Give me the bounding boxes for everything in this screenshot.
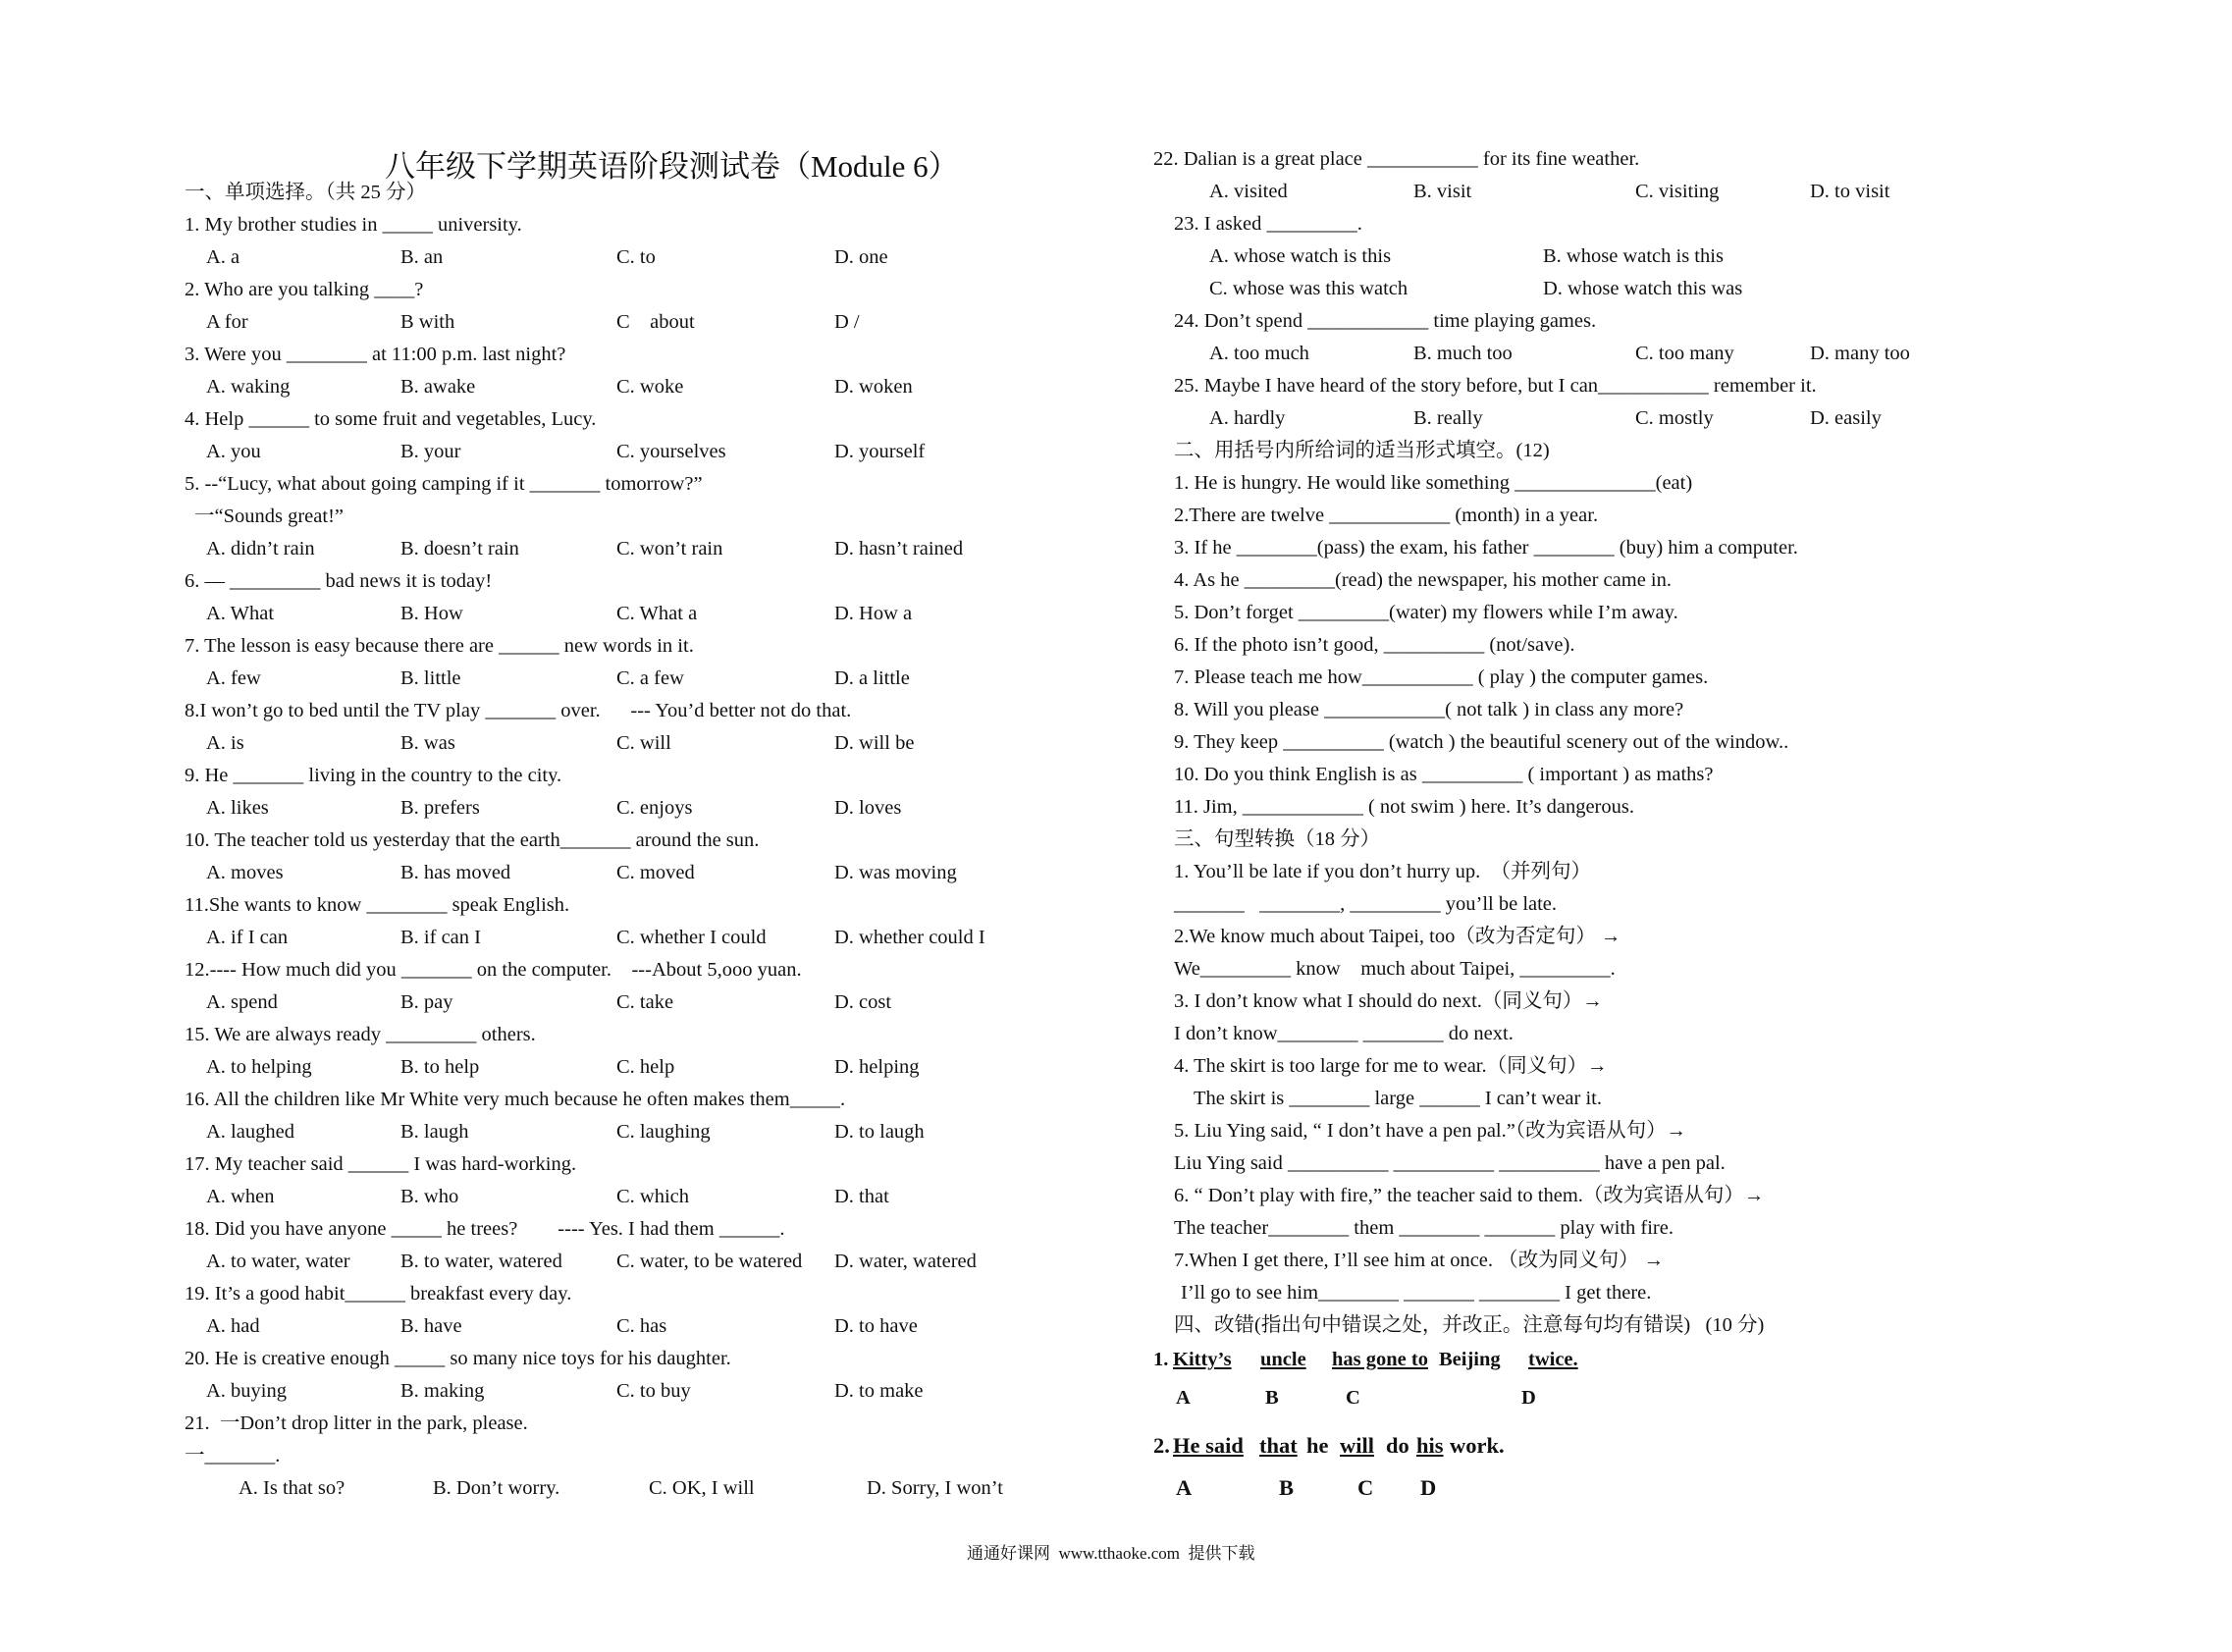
q1-word-a: Kitty’s bbox=[1173, 1349, 1232, 1370]
answer-option: C. has bbox=[616, 1315, 667, 1337]
text-line: 19. It’s a good habit______ breakfast every day. bbox=[185, 1283, 572, 1305]
answer-option: D. Sorry, I won’t bbox=[867, 1477, 1003, 1499]
q1-letter-a: A bbox=[1176, 1387, 1191, 1409]
answer-option: C. take bbox=[616, 991, 674, 1013]
q2-word-plain-3: work. bbox=[1450, 1433, 1505, 1458]
q2-word-c: will bbox=[1340, 1433, 1375, 1458]
answer-option: B. doesn’t rain bbox=[400, 538, 519, 560]
text-line: 3. Were you ________ at 11:00 p.m. last night? bbox=[185, 344, 566, 365]
answer-option: C. woke bbox=[616, 376, 684, 398]
answer-option: D / bbox=[834, 311, 860, 333]
q2-letter-b: B bbox=[1279, 1475, 1295, 1500]
answer-option: D. whether could I bbox=[834, 927, 985, 948]
answer-option: A. you bbox=[206, 441, 261, 462]
text-line: 21. 一Don’t drop litter in the park, please. bbox=[185, 1412, 528, 1434]
answer-option: B. much too bbox=[1413, 343, 1513, 364]
text-line: 一“Sounds great!” bbox=[194, 506, 344, 527]
text-line: 2. Who are you talking ____? bbox=[185, 279, 424, 300]
q2-number: 2. bbox=[1153, 1433, 1170, 1458]
q1-letter-b: B bbox=[1265, 1387, 1279, 1409]
answer-option: D. to have bbox=[834, 1315, 918, 1337]
answer-option: C. to bbox=[616, 246, 656, 268]
answer-option: C. visiting bbox=[1635, 181, 1720, 202]
text-line: 二、用括号内所给词的适当形式填空。(12) bbox=[1174, 440, 1550, 461]
answer-option: B. your bbox=[400, 441, 461, 462]
answer-option: D. loves bbox=[834, 797, 902, 819]
answer-option: A. laughed bbox=[206, 1121, 294, 1143]
answer-option: B. an bbox=[400, 246, 444, 268]
answer-option: A. had bbox=[206, 1315, 260, 1337]
answer-option: B. who bbox=[400, 1186, 459, 1207]
answer-option: A. What bbox=[206, 603, 275, 624]
answer-option: D. will be bbox=[834, 732, 915, 754]
q2-word-b: that bbox=[1259, 1433, 1298, 1458]
text-line: 8. Will you please ____________( not talk ) in class any more? bbox=[1174, 699, 1684, 720]
text-line: 3. If he ________(pass) the exam, his father ________ (buy) him a computer. bbox=[1174, 537, 1798, 559]
text-line: 16. All the children like Mr White very much because he often makes them_____. bbox=[185, 1089, 846, 1110]
answer-option: B. to help bbox=[400, 1056, 480, 1078]
answer-option: D. was moving bbox=[834, 862, 957, 883]
answer-option: C. too many bbox=[1635, 343, 1734, 364]
text-line: 5. Don’t forget _________(water) my flowers while I’m away. bbox=[1174, 602, 1678, 623]
text-line: 5. Liu Ying said, “ I don’t have a pen pal.”（改为宾语从句）→ bbox=[1174, 1120, 1687, 1142]
answer-option: A. visited bbox=[1209, 181, 1288, 202]
text-line: 6. If the photo isn’t good, __________ (not/save). bbox=[1174, 634, 1575, 656]
text-line: Liu Ying said __________ __________ __________ have a pen pal. bbox=[1174, 1152, 1726, 1174]
answer-option: C. enjoys bbox=[616, 797, 693, 819]
text-line: 25. Maybe I have heard of the story before, but I can___________ remember it. bbox=[1174, 375, 1817, 397]
answer-option: C. What a bbox=[616, 603, 698, 624]
text-line: 7. Please teach me how___________ ( play ) the computer games. bbox=[1174, 666, 1709, 688]
answer-option: A. Is that so? bbox=[239, 1477, 345, 1499]
answer-option: B. little bbox=[400, 667, 461, 689]
text-line: 4. As he _________(read) the newspaper, his mother came in. bbox=[1174, 569, 1672, 591]
answer-option: D. many too bbox=[1810, 343, 1910, 364]
answer-option: D. woken bbox=[834, 376, 913, 398]
q1-word-plain: Beijing bbox=[1439, 1349, 1501, 1370]
answer-option: A. moves bbox=[206, 862, 284, 883]
answer-option: C. will bbox=[616, 732, 671, 754]
q2-word-plain-1: he bbox=[1306, 1433, 1329, 1458]
answer-option: C. to buy bbox=[616, 1380, 691, 1402]
answer-option: A. too much bbox=[1209, 343, 1309, 364]
q1-word-c: has gone to bbox=[1332, 1349, 1428, 1370]
answer-option: B. really bbox=[1413, 407, 1483, 429]
answer-option: D. a little bbox=[834, 667, 910, 689]
text-line: 9. He _______ living in the country to the city. bbox=[185, 765, 562, 786]
text-line: 3. I don’t know what I should do next.（同义句）→ bbox=[1174, 990, 1603, 1012]
text-line: 6. “ Don’t play with fire,” the teacher said to them.（改为宾语从句）→ bbox=[1174, 1185, 1765, 1206]
answer-option: D. yourself bbox=[834, 441, 926, 462]
text-line: 22. Dalian is a great place ___________ for its fine weather. bbox=[1153, 148, 1640, 170]
text-line: 6. — _________ bad news it is today! bbox=[185, 570, 493, 592]
text-line: 四、改错(指出句中错误之处，并改正。注意每句均有错误) (10 分) bbox=[1174, 1314, 1765, 1336]
answer-option: C about bbox=[616, 311, 695, 333]
answer-option: A. buying bbox=[206, 1380, 287, 1402]
answer-option: A. waking bbox=[206, 376, 291, 398]
answer-option: B. laugh bbox=[400, 1121, 469, 1143]
answer-option: B. whose watch is this bbox=[1543, 245, 1724, 267]
answer-option: D. How a bbox=[834, 603, 913, 624]
text-line: 4. Help ______ to some fruit and vegetables, Lucy. bbox=[185, 408, 597, 430]
answer-option: C. mostly bbox=[1635, 407, 1714, 429]
answer-option: B. prefers bbox=[400, 797, 480, 819]
q2-letter-a: A bbox=[1176, 1475, 1193, 1500]
answer-option: D. to make bbox=[834, 1380, 924, 1402]
answer-option: B with bbox=[400, 311, 455, 333]
answer-option: C. whether I could bbox=[616, 927, 767, 948]
page-title: 八年级下学期英语阶段测试卷（Module 6） bbox=[385, 149, 959, 184]
q1-letter-c: C bbox=[1346, 1387, 1360, 1409]
text-line: The skirt is ________ large ______ I can’t wear it. bbox=[1194, 1088, 1602, 1109]
answer-option: B. awake bbox=[400, 376, 476, 398]
answer-option: B. How bbox=[400, 603, 463, 624]
answer-option: D. whose watch this was bbox=[1543, 278, 1743, 299]
text-line: 7. The lesson is easy because there are ______ new words in it. bbox=[185, 635, 694, 657]
answer-option: C. laughing bbox=[616, 1121, 711, 1143]
text-line: 1. My brother studies in _____ university. bbox=[185, 214, 522, 236]
q2-word-d: his bbox=[1416, 1433, 1444, 1458]
answer-option: C. a few bbox=[616, 667, 684, 689]
answer-option: A. is bbox=[206, 732, 244, 754]
q2-word-a: He said bbox=[1173, 1433, 1244, 1458]
answer-option: D. to laugh bbox=[834, 1121, 925, 1143]
text-line: 17. My teacher said ______ I was hard-working. bbox=[185, 1153, 577, 1175]
q2-letter-d: D bbox=[1420, 1475, 1437, 1500]
answer-option: A. few bbox=[206, 667, 261, 689]
answer-option: B. pay bbox=[400, 991, 453, 1013]
text-line: 5. --“Lucy, what about going camping if it _______ tomorrow?” bbox=[185, 473, 703, 495]
text-line: 2.We know much about Taipei, too（改为否定句） → bbox=[1174, 926, 1621, 947]
answer-option: C. help bbox=[616, 1056, 675, 1078]
text-line: 一_______. bbox=[185, 1445, 281, 1466]
q1-word-d: twice. bbox=[1528, 1349, 1578, 1370]
answer-option: B. Don’t worry. bbox=[433, 1477, 560, 1499]
text-line: 10. The teacher told us yesterday that the earth_______ around the sun. bbox=[185, 829, 760, 851]
answer-option: C. yourselves bbox=[616, 441, 726, 462]
answer-option: D. cost bbox=[834, 991, 892, 1013]
answer-option: D. that bbox=[834, 1186, 889, 1207]
answer-option: B. was bbox=[400, 732, 455, 754]
answer-option: B. if can I bbox=[400, 927, 481, 948]
text-line: 20. He is creative enough _____ so many nice toys for his daughter. bbox=[185, 1348, 731, 1369]
text-line: _______ ________, _________ you’ll be late. bbox=[1174, 893, 1558, 915]
answer-option: A. likes bbox=[206, 797, 269, 819]
answer-option: D. hasn’t rained bbox=[834, 538, 964, 560]
text-line: We_________ know much about Taipei, _________. bbox=[1174, 958, 1616, 980]
answer-option: D. to visit bbox=[1810, 181, 1890, 202]
answer-option: C. whose was this watch bbox=[1209, 278, 1408, 299]
text-line: I’ll go to see him________ _______ ________ I get there. bbox=[1181, 1282, 1652, 1304]
text-line: 一、单项选择。（共 25 分） bbox=[185, 182, 426, 203]
answer-option: C. OK, I will bbox=[649, 1477, 755, 1499]
answer-option: D. water, watered bbox=[834, 1251, 977, 1272]
answer-option: B. visit bbox=[1413, 181, 1472, 202]
page-footer: 通通好课网 www.tthaoke.com 提供下载 bbox=[967, 1544, 1255, 1563]
text-line: 2.There are twelve ____________ (month) in a year. bbox=[1174, 505, 1599, 526]
q2-letter-c: C bbox=[1357, 1475, 1374, 1500]
answer-option: C. moved bbox=[616, 862, 695, 883]
answer-option: A. to helping bbox=[206, 1056, 312, 1078]
text-line: 三、句型转换（18 分） bbox=[1174, 828, 1381, 850]
q1-number: 1. bbox=[1153, 1349, 1169, 1370]
answer-option: A. if I can bbox=[206, 927, 289, 948]
q1-letter-d: D bbox=[1521, 1387, 1536, 1409]
answer-option: C. won’t rain bbox=[616, 538, 723, 560]
answer-option: A. a bbox=[206, 246, 240, 268]
text-line: 8.I won’t go to bed until the TV play _______ over. --- You’d better not do that. bbox=[185, 700, 852, 721]
text-line: 15. We are always ready _________ others. bbox=[185, 1024, 536, 1045]
text-line: 18. Did you have anyone _____ he trees? ---- Yes. I had them ______. bbox=[185, 1218, 785, 1240]
answer-option: B. to water, watered bbox=[400, 1251, 562, 1272]
answer-option: A. whose watch is this bbox=[1209, 245, 1392, 267]
q2-word-plain-2: do bbox=[1386, 1433, 1409, 1458]
answer-option: B. making bbox=[400, 1380, 485, 1402]
text-line: 10. Do you think English is as __________ ( important ) as maths? bbox=[1174, 764, 1714, 785]
text-line: 12.---- How much did you _______ on the computer. ---About 5,ooo yuan. bbox=[185, 959, 802, 981]
answer-option: A. when bbox=[206, 1186, 275, 1207]
text-line: 23. I asked _________. bbox=[1174, 213, 1362, 235]
answer-option: A. spend bbox=[206, 991, 278, 1013]
answer-option: C. which bbox=[616, 1186, 690, 1207]
text-line: 11. Jim, ____________ ( not swim ) here. It’s dangerous. bbox=[1174, 796, 1634, 818]
answer-option: C. water, to be watered bbox=[616, 1251, 803, 1272]
text-line: 1. He is hungry. He would like something ______________(eat) bbox=[1174, 472, 1693, 494]
answer-option: B. have bbox=[400, 1315, 462, 1337]
answer-option: B. has moved bbox=[400, 862, 511, 883]
answer-option: A for bbox=[206, 311, 248, 333]
text-line: 24. Don’t spend ____________ time playing games. bbox=[1174, 310, 1597, 332]
text-line: 11.She wants to know ________ speak English. bbox=[185, 894, 570, 916]
answer-option: D. easily bbox=[1810, 407, 1882, 429]
answer-option: D. one bbox=[834, 246, 888, 268]
text-line: 9. They keep __________ (watch ) the beautiful scenery out of the window.. bbox=[1174, 731, 1789, 753]
answer-option: A. hardly bbox=[1209, 407, 1286, 429]
q1-word-b: uncle bbox=[1260, 1349, 1306, 1370]
answer-option: D. helping bbox=[834, 1056, 920, 1078]
text-line: I don’t know________ ________ do next. bbox=[1174, 1023, 1514, 1044]
text-line: 1. You’ll be late if you don’t hurry up. （并列句） bbox=[1174, 861, 1591, 882]
text-line: 4. The skirt is too large for me to wear.（同义句）→ bbox=[1174, 1055, 1608, 1077]
text-line: 7.When I get there, I’ll see him at once. （改为同义句） → bbox=[1174, 1250, 1665, 1271]
answer-option: A. didn’t rain bbox=[206, 538, 315, 560]
text-line: The teacher________ them ________ _______ play with fire. bbox=[1174, 1217, 1674, 1239]
answer-option: A. to water, water bbox=[206, 1251, 350, 1272]
